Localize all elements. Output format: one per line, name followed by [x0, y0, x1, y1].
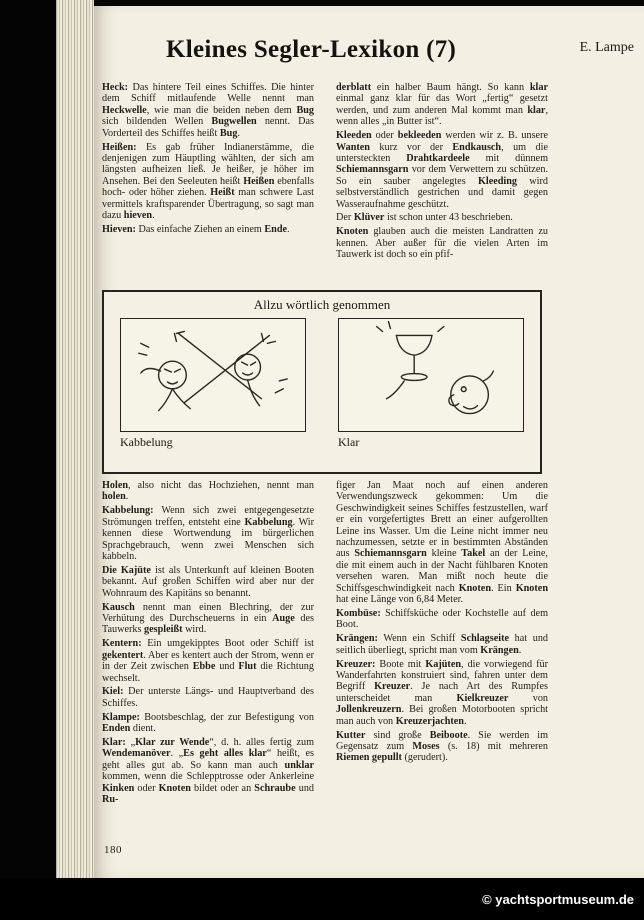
- dictionary-paragraph: Heißen: Es gab früher Indianerstämme, die denjenigen zum Häuptling wählten, der sich am längsten aufheizen ließ. Je heißer, je höher im Ansehen. Bei den Seeleuten heißt Heißen ebenfalls hoch- oder höher ziehen. Heißt man schwere Last vermittels kraftsparender Übertragung, so sagt man dazu hieven.: [102, 141, 315, 221]
- text-columns-bottom: [94, 480, 548, 834]
- author-name: E. Lampe: [579, 40, 634, 55]
- dictionary-paragraph: Kleeden oder bekleeden werden wir z. B. unsere Wanten kurz vor der Endkausch, um die untersteckten Drahtkardeele mit dünnem Schiemannsgarn vor dem Verwettern zu schützen. So ein sauber angelegtes Kleeding wird selbstverständlich gestrichen und damit gegen Wasseraufnahme geschützt.: [336, 130, 548, 210]
- cartoon-panel-kabbelung: [120, 318, 306, 432]
- dictionary-paragraph: Krängen: Wenn ein Schiff Schlagseite hat und seitlich überliegt, spricht man vom Krängen.: [336, 633, 548, 656]
- dictionary-paragraph: Kentern: Ein umgekipptes Boot oder Schiff ist gekentert. Aber es kentert auch der Strom, wenn er in der Zeit zwischen Ebbe und Flut die Richtung wechselt.: [102, 638, 314, 684]
- dictionary-paragraph: Hieven: Das einfache Ziehen an einem Ende.: [102, 223, 290, 235]
- dictionary-paragraph: Heck: Das hintere Teil eines Schiffes. Die hinter dem Schiff mitlaufende Welle nennt man Heckwelle, wie man die beiden neben dem Bug sich bildenden Wellen Bugwellen nennt. Das Vorderteil des Schiffes heißt Bug.: [102, 82, 314, 139]
- dictionary-paragraph: derblatt ein halber Baum hängt. So kann klar einmal ganz klar für das Wort „fertig“ gesetzt werden, und zum anderen Mal kommt man klar, wenn alles „in Butter ist“.: [336, 82, 548, 128]
- dictionary-paragraph: Der Klüver ist schon unter 43 beschrieben.: [336, 212, 513, 224]
- dictionary-paragraph: Kausch nennt man einen Blechring, der zur Verhütung des Durchscheuerns in ein Auge des Tauwerks gespleißt wird.: [102, 601, 314, 636]
- cartoon-box: [102, 290, 542, 474]
- page-number: 180: [104, 844, 122, 856]
- dictionary-paragraph: Klar: „Klar zur Wende“, d. h. alles fertig zum Wendemanöver. „Es geht alles klar“ heißt, es geht alles gut ab. So kann man auch unklar kommen, wenn die Schlepptrosse oder Ankerleine Kinken oder Knoten bildet oder an Schraube und Ru-: [102, 737, 315, 806]
- dictionary-paragraph: Kreuzer: Boote mit Kajüten, die vorwiegend für Wanderfahrten konstruiert sind, fahren unter dem Begriff Kreuzer. Je nach Art des Rumpfes unterscheidet man Kielkreuzer von Jollenkreuzern. Bei großen Motorbooten spricht man auch von Kreuzerjachten.: [336, 658, 548, 727]
- column-left-top: [102, 82, 314, 290]
- cartoon-captions: [104, 432, 540, 450]
- kabbelung-cartoon-drawing: [121, 319, 305, 431]
- dictionary-paragraph: Die Kajüte ist als Unterkunft auf kleinen Booten bekannt. Auf großen Schiffen wird aber nur der Wohnraum des Kapitäns so benannt.: [102, 564, 314, 599]
- dictionary-paragraph: Holen, also nicht das Hochziehen, nennt man holen.: [102, 480, 314, 503]
- cartoon-panel-klar: [338, 318, 524, 432]
- watermark-text: © yachtsportmuseum.de: [482, 891, 634, 907]
- column-left-bottom: [102, 480, 314, 834]
- klar-cartoon-drawing: [339, 319, 523, 431]
- dictionary-paragraph: Klampe: Bootsbeschlag, der zur Befestigung von Enden dient.: [102, 711, 314, 735]
- text-columns-top: [94, 82, 548, 290]
- column-right-top: [336, 82, 548, 290]
- dictionary-paragraph: Kombüse: Schiffsküche oder Kochstelle auf dem Boot.: [336, 607, 548, 631]
- cartoon-title: Allzu wörtlich genommen: [253, 297, 391, 312]
- bottom-band: [0, 878, 644, 920]
- book-page: [94, 6, 644, 878]
- cartoon-panels: [104, 313, 540, 432]
- caption-kabbelung: Kabbelung: [120, 435, 173, 449]
- dictionary-paragraph: figer Jan Maat noch auf einen anderen Verwendungszweck gekommen: Um die Geschwindigkeit seines Schiffes festzustellen, warf er ein vorgefertigtes Brett an einer aufgerollten Leine ins Wasser. Um die Leine nicht immer neu nachzumessen, setzte er in bestimmten Abständen aus Schiemannsgarn kleine Takel an der Leine, die mit einem auch in der Nacht fühlbaren Knoten versehen waren. Man mißt noch heute die Schiffsgeschwindigkeit nach Knoten. Ein Knoten hat eine Länge von 6,84 Meter.: [336, 480, 548, 606]
- caption-klar: Klar: [338, 435, 360, 449]
- dictionary-paragraph: Kabbelung: Wenn sich zwei entgegengesetzte Strömungen treffen, entsteht eine Kabbelung. Wir kennen diese Wortwendung im bürgerlichen Sprachgebrauch, wenn zwei Menschen sich kabbeln.: [102, 505, 315, 562]
- dictionary-paragraph: Kiel: Der unterste Längs- und Hauptverband des Schiffes.: [102, 686, 314, 709]
- column-right-bottom: [336, 480, 548, 834]
- page-title: Kleines Segler-Lexikon (7): [166, 36, 457, 63]
- book-spine: [0, 0, 58, 920]
- page-header: [94, 6, 644, 82]
- dictionary-paragraph: Knoten glauben auch die meisten Landratten zu kennen. Aber außer für die vielen Arten im Tauwerk ist doch so ein pfif-: [336, 226, 548, 261]
- dictionary-paragraph: Kutter sind große Beiboote. Sie werden im Gegensatz zum Moses (s. 18) mit mehreren Riemen gepullt (gerudert).: [336, 729, 548, 764]
- page-edges: [56, 0, 94, 878]
